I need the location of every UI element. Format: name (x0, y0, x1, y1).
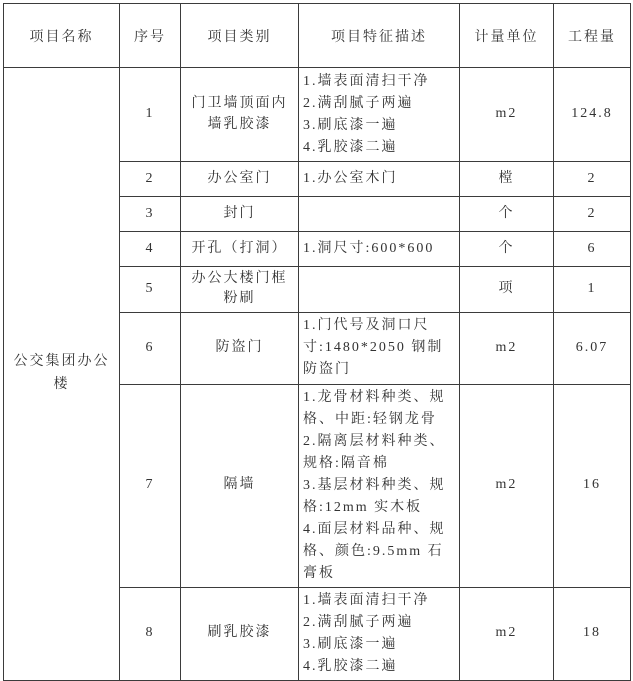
unit-cell: m2 (460, 587, 554, 680)
feature-line: 3.刷底漆一遍 (303, 636, 398, 652)
feature-line: 4.乳胶漆二遍 (303, 658, 398, 674)
feature-line: 1.洞尺寸:600*600 (303, 241, 435, 256)
unit-cell: 项 (460, 267, 554, 313)
feature-line: 2.隔离层材料种类、规格:隔音棉 (303, 433, 446, 471)
project-name-cell: 公交集团办公楼 (4, 68, 120, 681)
row-no-cell: 3 (120, 197, 181, 232)
features-cell (299, 162, 460, 197)
col-header-quantity: 工程量 (554, 4, 631, 68)
col-header-no: 序号 (120, 4, 181, 68)
features-cell (299, 587, 460, 680)
category-cell: 刷乳胶漆 (181, 587, 299, 680)
feature-line: 2.满刮腻子两遍 (303, 614, 414, 630)
features-cell (299, 197, 460, 232)
row-no-cell: 2 (120, 162, 181, 197)
quantity-cell: 6 (554, 232, 631, 267)
category-cell: 隔墙 (181, 384, 299, 587)
quantity-cell: 16 (554, 384, 631, 587)
category-cell: 防盗门 (181, 312, 299, 384)
feature-line: 3.刷底漆一遍 (303, 117, 398, 133)
category-cell: 办公大楼门框粉刷 (181, 267, 299, 313)
unit-cell: 樘 (460, 162, 554, 197)
feature-line: 4.面层材料品种、规格、颜色:9.5mm 石膏板 (303, 521, 446, 581)
unit-cell: m2 (460, 68, 554, 162)
row-no-cell: 7 (120, 384, 181, 587)
col-header-features: 项目特征描述 (299, 4, 460, 68)
unit-cell: m2 (460, 312, 554, 384)
col-header-unit: 计量单位 (460, 4, 554, 68)
unit-cell: 个 (460, 232, 554, 267)
feature-line: 4.乳胶漆二遍 (303, 139, 398, 155)
quantity-cell: 6.07 (554, 312, 631, 384)
unit-cell: 个 (460, 197, 554, 232)
features-cell (299, 267, 460, 313)
feature-line: 1.门代号及洞口尺寸:1480*2050 钢制防盗门 (303, 318, 444, 378)
quantity-cell: 2 (554, 197, 631, 232)
boq-table (3, 3, 631, 681)
features-cell (299, 384, 460, 587)
category-cell: 办公室门 (181, 162, 299, 197)
quantity-cell: 124.8 (554, 68, 631, 162)
features-cell (299, 68, 460, 162)
features-cell (299, 232, 460, 267)
feature-line: 2.满刮腻子两遍 (303, 95, 414, 111)
header-row (4, 4, 631, 68)
row-no-cell: 4 (120, 232, 181, 267)
unit-cell: m2 (460, 384, 554, 587)
table-row (4, 68, 631, 162)
col-header-project-name: 项目名称 (4, 4, 120, 68)
category-cell: 门卫墙顶面内墙乳胶漆 (181, 68, 299, 162)
row-no-cell: 1 (120, 68, 181, 162)
category-cell: 封门 (181, 197, 299, 232)
row-no-cell: 6 (120, 312, 181, 384)
feature-line: 1.墙表面清扫干净 (303, 73, 430, 89)
feature-line: 1.龙骨材料种类、规格、中距:轻钢龙骨 (303, 389, 446, 427)
features-cell (299, 312, 460, 384)
category-cell: 开孔（打洞） (181, 232, 299, 267)
feature-line: 1.办公室木门 (303, 171, 398, 186)
quantity-cell: 18 (554, 587, 631, 680)
quantity-cell: 1 (554, 267, 631, 313)
feature-line: 3.基层材料种类、规格:12mm 实木板 (303, 477, 446, 515)
row-no-cell: 8 (120, 587, 181, 680)
feature-line: 1.墙表面清扫干净 (303, 592, 430, 608)
quantity-cell: 2 (554, 162, 631, 197)
row-no-cell: 5 (120, 267, 181, 313)
col-header-category: 项目类别 (181, 4, 299, 68)
